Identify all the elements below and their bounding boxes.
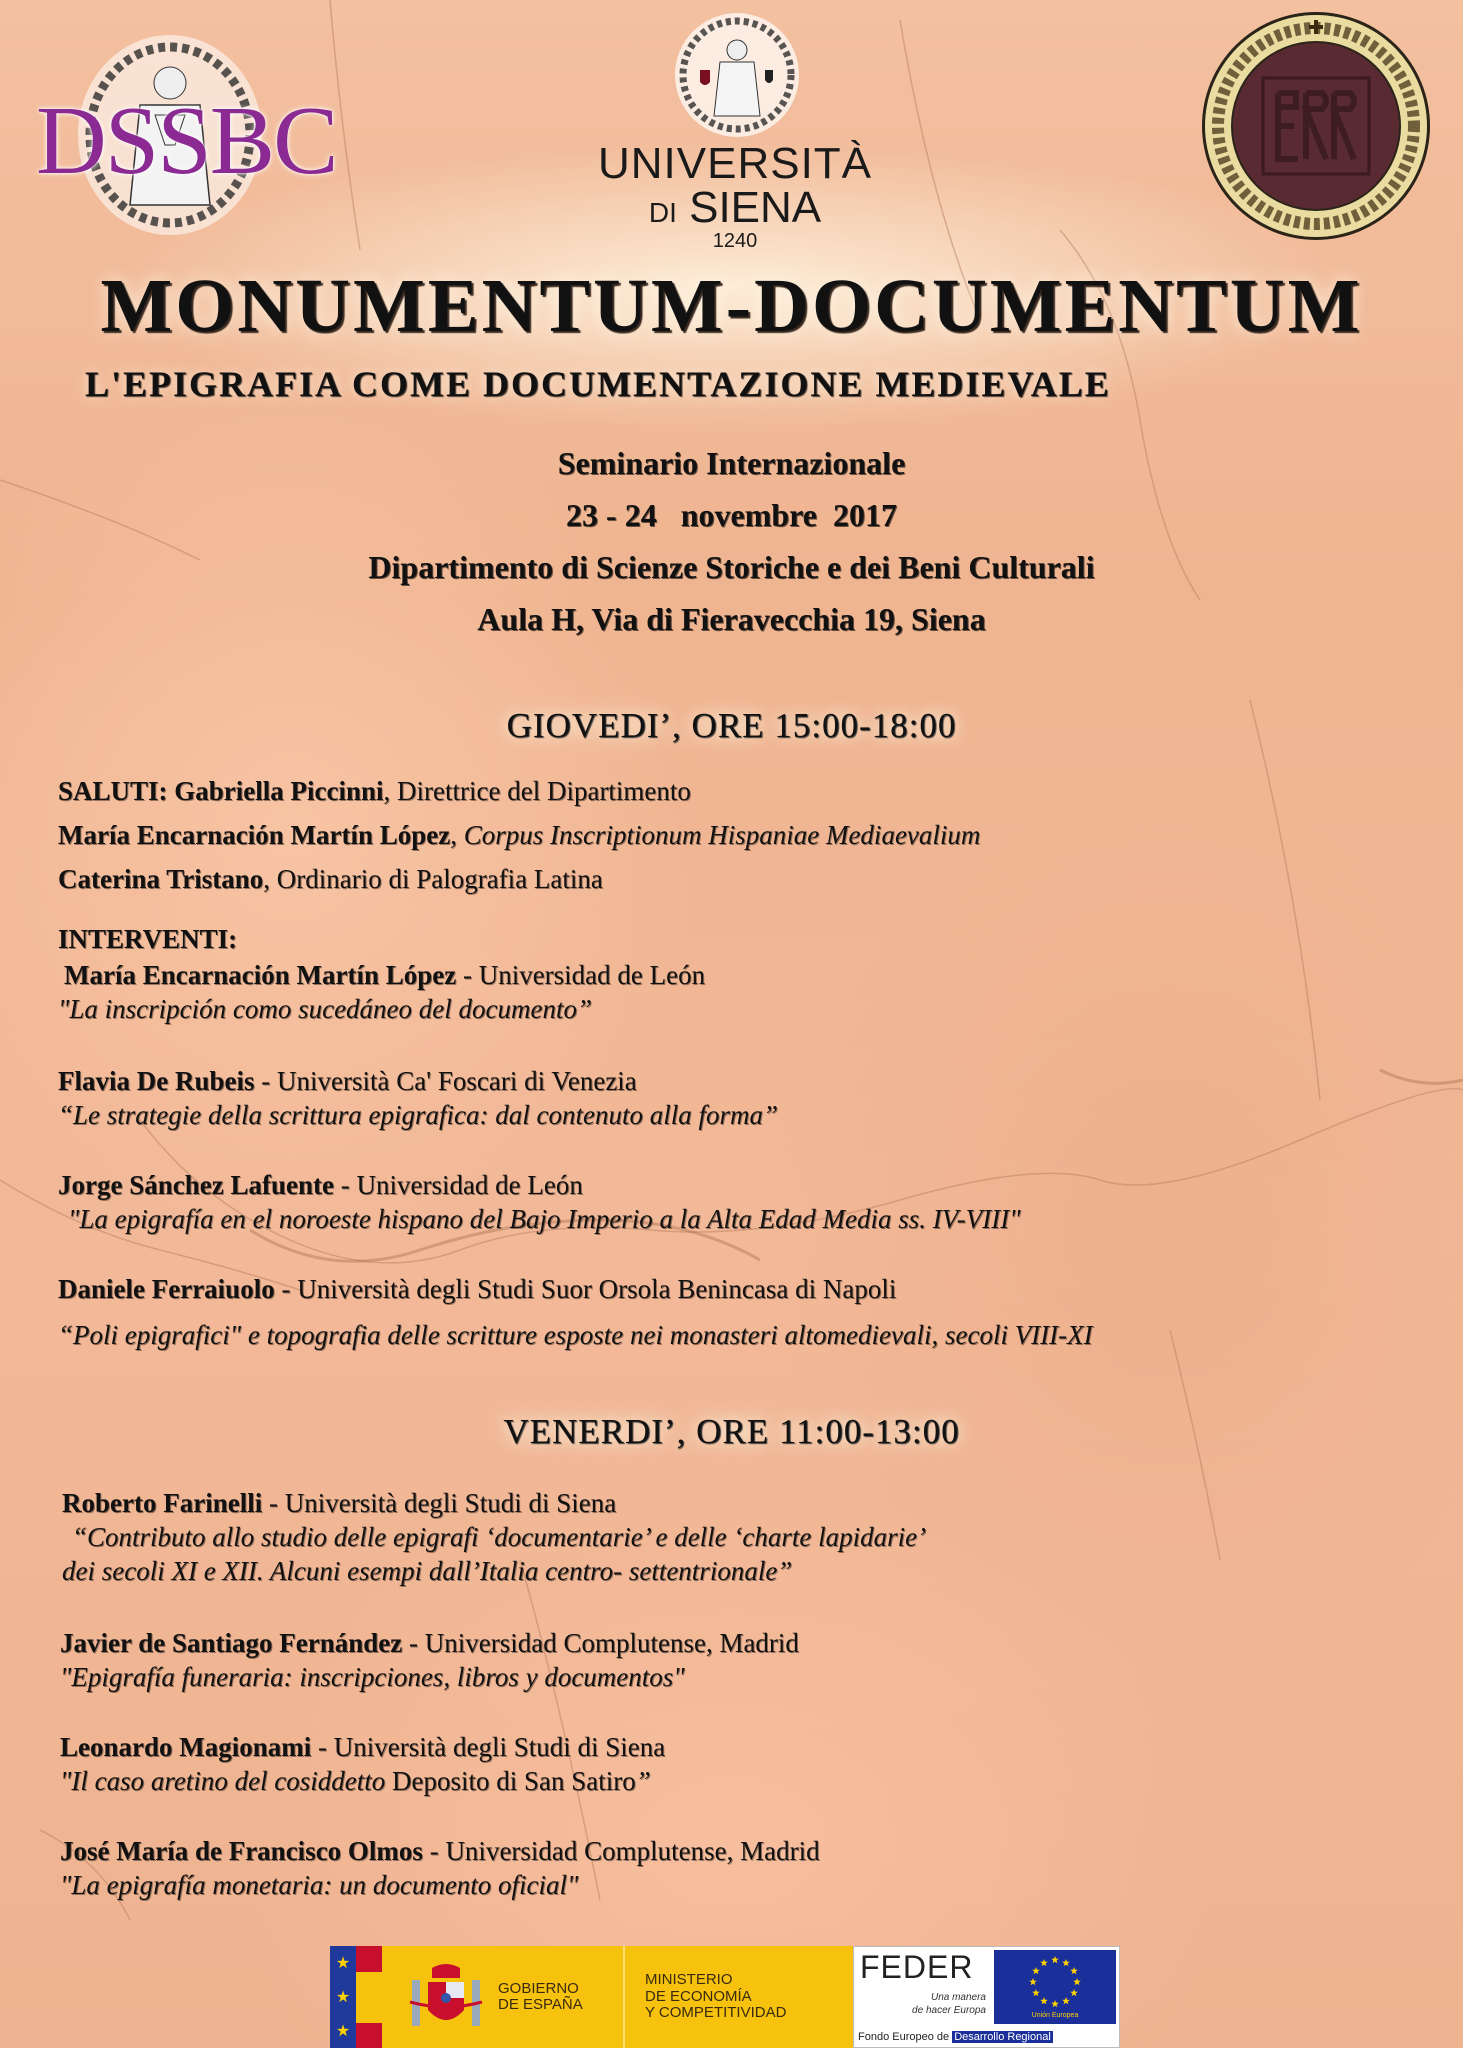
subtitle: L'EPIGRAFIA COME DOCUMENTAZIONE MEDIEVALE — [85, 364, 1111, 404]
saluti-item: SALUTI: Gabriella Piccinni, Direttrice del Dipartimento — [58, 776, 691, 806]
saluti-name: María Encarnación Martín López — [58, 820, 451, 850]
dssbc-wordmark: DSSBC — [36, 87, 337, 195]
speaker-affiliation: Università degli Studi Suor Orsola Benincasa di Napoli — [297, 1274, 897, 1304]
event-dates: 23 - 24 novembre 2017 — [566, 497, 897, 533]
eu-label: Unión Europea — [1031, 2012, 1079, 2019]
dssbc-logo — [0, 0, 337, 260]
speaker-name: Leonardo Magionami — [60, 1732, 312, 1762]
talk-title: "La epigrafía en el noroeste hispano del Bajo Imperio a la Alta Edad Media ss. IV-VIII" — [68, 1204, 1021, 1234]
gobierno-line2: DE ESPAÑA — [498, 1996, 583, 2013]
talk-item: Jorge Sánchez Lafuente - Universidad de León "La epigrafía en el noroeste hispano del Bajo Imperio a la Alta Edad Media ss. IV-VIII" — [58, 1170, 1021, 1234]
talk-item: Javier de Santiago Fernández - Universidad Complutense, Madrid "Epigrafía funeraria: inscripciones, libros y documentos" — [60, 1628, 799, 1692]
friday-heading: VENERDI’, ORE 11:00-13:00 — [503, 1412, 960, 1451]
speaker-affiliation: Universidad Complutense, Madrid — [445, 1836, 820, 1866]
talk-title: “Poli epigrafici" e topografia delle scritture esposte nei monasteri altomedievali, secoli VIII-XI — [58, 1320, 1093, 1350]
speaker-affiliation: Università degli Studi di Siena — [284, 1488, 617, 1518]
speaker-affiliation: Universidad Complutense, Madrid — [424, 1628, 799, 1658]
saluti-name: Caterina Tristano — [58, 864, 264, 894]
ministerio-line1: MINISTERIO — [645, 1971, 733, 1989]
talk-item: Daniele Ferraiuolo - Università degli Studi Suor Orsola Benincasa di Napoli “Poli epigrafici" e topografia delle scritture esposte nei monasteri altomedievali, secoli VIII-XI — [58, 1274, 1093, 1350]
event-department: Dipartimento di Scienze Storiche e dei Beni Culturali — [368, 549, 1095, 585]
feder-tagline: Una manera de hacer Europa — [912, 1992, 986, 2016]
gobierno-logo — [382, 1946, 623, 2048]
saluti-role: Direttrice del Dipartimento — [397, 776, 691, 806]
interventi-label: INTERVENTI: — [58, 924, 238, 954]
talk-item: Roberto Farinelli - Università degli Studi di Siena “Contributo allo studio delle epigrafi ‘documentarie’ e delle ‘charte lapidarie’ dei secoli XI e XII. Alcuni esempi dall’Italia centro- settentrionale” — [62, 1488, 927, 1586]
talk-title: "Epigrafía funeraria: inscripciones, libros y documentos" — [60, 1662, 685, 1692]
talk-title-cont: dei secoli XI e XII. Alcuni esempi dall’Italia centro- settentrionale” — [62, 1556, 793, 1586]
feder-fund: Fondo Europeo de Desarrollo Regional — [858, 2031, 1051, 2043]
saluti-item: María Encarnación Martín López, Corpus Inscriptionum Hispaniae Mediaevalium — [58, 820, 981, 850]
unisi-di: DI — [648, 197, 677, 228]
saluti-label: SALUTI: — [58, 776, 168, 806]
sponsor-banner — [330, 1946, 1120, 2048]
speaker-name: Javier de Santiago Fernández — [60, 1628, 403, 1658]
speaker-name: Jorge Sánchez Lafuente — [58, 1170, 334, 1200]
feder-logo — [853, 1946, 1120, 2048]
event-type: Seminario Internazionale — [557, 445, 906, 481]
speaker-affiliation: Università degli Studi di Siena — [333, 1732, 666, 1762]
unisi-year: 1240 — [712, 230, 758, 252]
unisi-seal-icon — [672, 10, 802, 140]
ministerio-line3: Y COMPETITIVIDAD — [645, 2004, 787, 2022]
talk-item: José María de Francisco Olmos - Universidad Complutense, Madrid "La epigrafía monetaria: un documento oficial" — [60, 1836, 820, 1900]
ministerio-logo — [625, 1946, 853, 2048]
event-venue: Aula H, Via di Fieravecchia 19, Siena — [477, 601, 986, 637]
thursday-heading: GIOVEDI’, ORE 15:00-18:00 — [506, 706, 957, 745]
speaker-affiliation: Università Ca' Foscari di Venezia — [277, 1066, 637, 1096]
unisi-wordmark — [560, 139, 910, 252]
unisi-line1: UNIVERSITÀ — [597, 139, 873, 188]
saluti-section — [58, 774, 980, 896]
talk-title: “Contributo allo studio delle epigrafi ‘documentarie’ e delle ‘charte lapidarie’ — [72, 1522, 927, 1552]
talk-title: "La epigrafía monetaria: un documento oficial" — [60, 1870, 579, 1900]
talk-title: "La inscripción como sucedáneo del documento” — [58, 994, 593, 1024]
unisi-siena: SIENA — [689, 183, 822, 232]
speaker-name: María Encarnación Martín López — [64, 960, 457, 990]
cihm-seal-icon — [1198, 8, 1434, 244]
saluti-role: Corpus Inscriptionum Hispaniae Mediaevalium — [463, 820, 981, 850]
gobierno-line1: GOBIERNO — [498, 1979, 579, 1997]
speaker-name: José María de Francisco Olmos — [60, 1836, 423, 1866]
event-info — [0, 437, 1463, 645]
talk-item: María Encarnación Martín López - Universidad de León "La inscripción como sucedáneo del documento” — [58, 960, 706, 1024]
main-title: MONUMENTUM-DOCUMENTUM — [100, 264, 1363, 348]
speaker-name: Flavia De Rubeis — [58, 1066, 255, 1096]
saluti-name: Gabriella Piccinni — [174, 776, 384, 806]
coat-of-arms-icon — [406, 1962, 486, 2032]
talk-item: Leonardo Magionami - Università degli Studi di Siena "Il caso aretino del cosiddetto Deposito di San Satiro” — [60, 1732, 666, 1796]
feder-title: FEDER — [860, 1949, 974, 1985]
talk-item: Flavia De Rubeis - Università Ca' Foscari di Venezia “Le strategie della scrittura epigrafica: dal contenuto alla forma” — [58, 1066, 778, 1130]
talk-title: “Le strategie della scrittura epigrafica: dal contenuto alla forma” — [58, 1100, 778, 1130]
speaker-affiliation: Universidad de León — [356, 1170, 583, 1200]
saluti-role: Ordinario di Palografia Latina — [276, 864, 603, 894]
ministerio-line2: DE ECONOMÍA — [645, 1987, 752, 2005]
talk-title: "Il caso aretino del cosiddetto Deposito di San Satiro” — [60, 1766, 651, 1796]
speaker-affiliation: Universidad de León — [478, 960, 706, 990]
saluti-item: Caterina Tristano, Ordinario di Palografia Latina — [58, 864, 603, 894]
speaker-name: Roberto Farinelli — [62, 1488, 263, 1518]
eu-spain-flag-icon: ★ ★ ★ — [330, 1946, 382, 2048]
speaker-name: Daniele Ferraiuolo — [58, 1274, 275, 1304]
